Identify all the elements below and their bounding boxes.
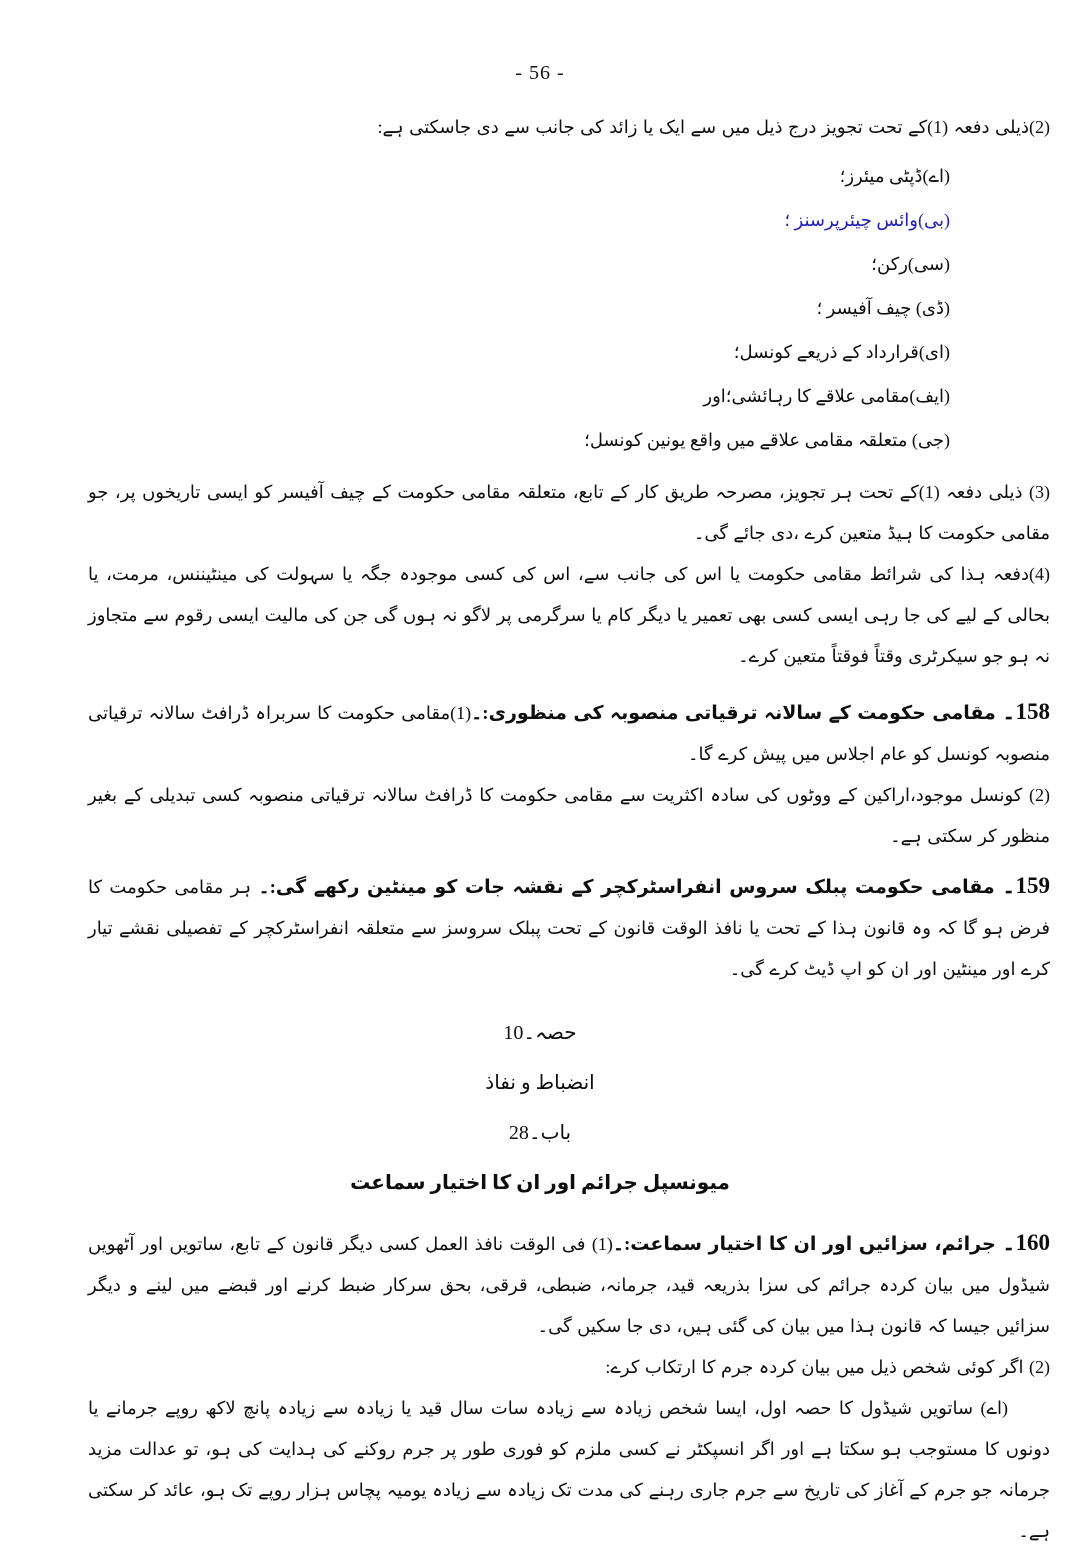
- clause-157-4: [88, 554, 1050, 677]
- part-heading: حصہ۔10: [503, 1022, 577, 1044]
- part-chapter-headings: [88, 1008, 1050, 1208]
- section-159-body: ہر مقامی حکومت کا فرض ہو گا کہ وہ قانون ہذا کے تحت یا نافذ الوقت قانون کے تحت پبلک سروسز سے متعلقہ انفراسٹرکچر کے تفصیلی نقشے تیار کرے اور مینٹین اور ان کو اپ ڈیٹ کرے گی۔: [88, 877, 1050, 979]
- section-160-sub2a: [88, 1388, 1050, 1552]
- part-title: انضباط و نفاذ: [485, 1072, 595, 1094]
- list-item-g: (جی) متعلقہ مقامی علاقے میں واقع یونین کونسل؛: [584, 430, 950, 450]
- section-160-sub2a-text: (اے) ساتویں شیڈول کا حصہ اول، ایسا شخص زیادہ سے زیادہ سات سال قید یا زیادہ سے زیادہ پانچ لاکھ روپے جرمانے یا دونوں کا مستوجب ہو سکتا ہے اور اگر انسپکٹر نے کسی ملزم کو فوری طور پر جرم روکنے کی ہدایت کی ہو، تو عدالت مزید جرمانہ جو جرم کے آغاز کی تاریخ سے جرم جاری رہنے کی مدت تک زیادہ سے زیادہ یومیہ پچاس ہزار روپے تک ہو، عائد کر سکتی ہے۔: [88, 1398, 1050, 1541]
- page-number: - 56 -: [515, 62, 565, 84]
- clause-157-3: [88, 472, 1050, 554]
- clause-157-2-text: (2)ذیلی دفعہ (1)کے تحت تجویز درج ذیل میں سے ایک یا زائد کی جانب سے دی جاسکتی ہے:: [377, 117, 1050, 137]
- section-158: [88, 691, 1050, 775]
- list-item-e: (ای)قرارداد کے ذریعے کونسل؛: [733, 342, 950, 362]
- section-159: [88, 865, 1050, 990]
- list-item-f: (ایف)مقامی علاقے کا رہائشی؛اور: [703, 386, 950, 406]
- clause-157-4-text: (4)دفعہ ہذا کی شرائط مقامی حکومت یا اس کی جانب سے، اس کی کسی موجودہ جگہ یا سہولت کی مینٹیننس، مرمت، یا بحالی کے لیے کی جا رہی ایسی کسی بھی تعمیر یا دیگر کام یا سرگرمی پر لاگو نہ ہوں گی جن کی مالیت ایسی رقوم سے متجاوز نہ ہو جو سیکرٹری وقتاً فوقتاً متعین کرے۔: [88, 564, 1050, 666]
- list-item-d: (ڈی) چیف آفیسر ؛: [816, 298, 950, 318]
- list-item-c: (سی)رکن؛: [871, 254, 950, 274]
- section-159-number: 159۔: [1002, 873, 1051, 898]
- chapter-title: میونسپل جرائم اور ان کا اختیار سماعت: [350, 1172, 730, 1194]
- section-160: [88, 1222, 1050, 1347]
- section-158-body: (1)مقامی حکومت کا سربراہ ڈرافٹ سالانہ ترقیاتی منصوبہ کونسل کو عام اجلاس میں پیش کرے گا۔: [88, 703, 1050, 764]
- section-160-body: (1) فی الوقت نافذ العمل کسی دیگر قانون کے تابع، ساتویں اور آٹھویں شیڈول میں بیان کردہ جرائم کی سزا بذریعہ قید، جرمانہ، ضبطی، قرقی، بحق سرکار ضبط کرنے اور قبضے میں لینے و دیگر سزائیں جیسا کہ قانون ہذا میں بیان کی گئی ہیں، دی جا سکیں گی۔: [88, 1234, 1050, 1336]
- clause-157-3-text: (3) ذیلی دفعہ (1)کے تحت ہر تجویز، مصرحہ طریق کار کے تابع، متعلقہ مقامی حکومت کے چیف آفیسر کو ایسی تاریخوں پر، جو مقامی حکومت کا ہیڈ متعین کرے ،دی جائے گی۔: [88, 482, 1050, 543]
- section-158-sub2-text: (2) کونسل موجود،اراکین کے ووٹوں کی سادہ اکثریت سے مقامی حکومت کا ڈرافٹ سالانہ ترقیاتی منصوبہ کسی تبدیلی کے بغیر منظور کر سکتی ہے۔: [88, 785, 1050, 846]
- section-160-sub2: [88, 1347, 1050, 1388]
- section-158-sub2: [88, 775, 1050, 857]
- section-160-number: 160۔: [1002, 1230, 1051, 1255]
- list-item-a: (اے)ڈپٹی میئرز؛: [839, 166, 950, 186]
- section-160-sub2-text: (2) اگر کوئی شخص ذیل میں بیان کردہ جرم کا ارتکاب کرے:: [605, 1357, 1050, 1377]
- list-item-b[interactable]: (بی)وائس چیئرپرسنز ؛: [784, 210, 950, 230]
- section-158-heading: مقامی حکومت کے سالانہ ترقیاتی منصوبہ کی منظوری:۔: [471, 703, 996, 724]
- section-158-number: 158۔: [1002, 699, 1051, 724]
- clause-157-2: [88, 107, 1050, 148]
- proposer-list: [88, 154, 1050, 462]
- section-160-heading: جرائم، سزائیں اور ان کا اختیار سماعت:۔: [612, 1234, 996, 1255]
- section-159-heading: مقامی حکومت پبلک سروس انفراسٹرکچر کے نقشہ جات کو مینٹین رکھے گی:۔: [258, 877, 995, 898]
- chapter-heading: باب۔28: [508, 1122, 572, 1144]
